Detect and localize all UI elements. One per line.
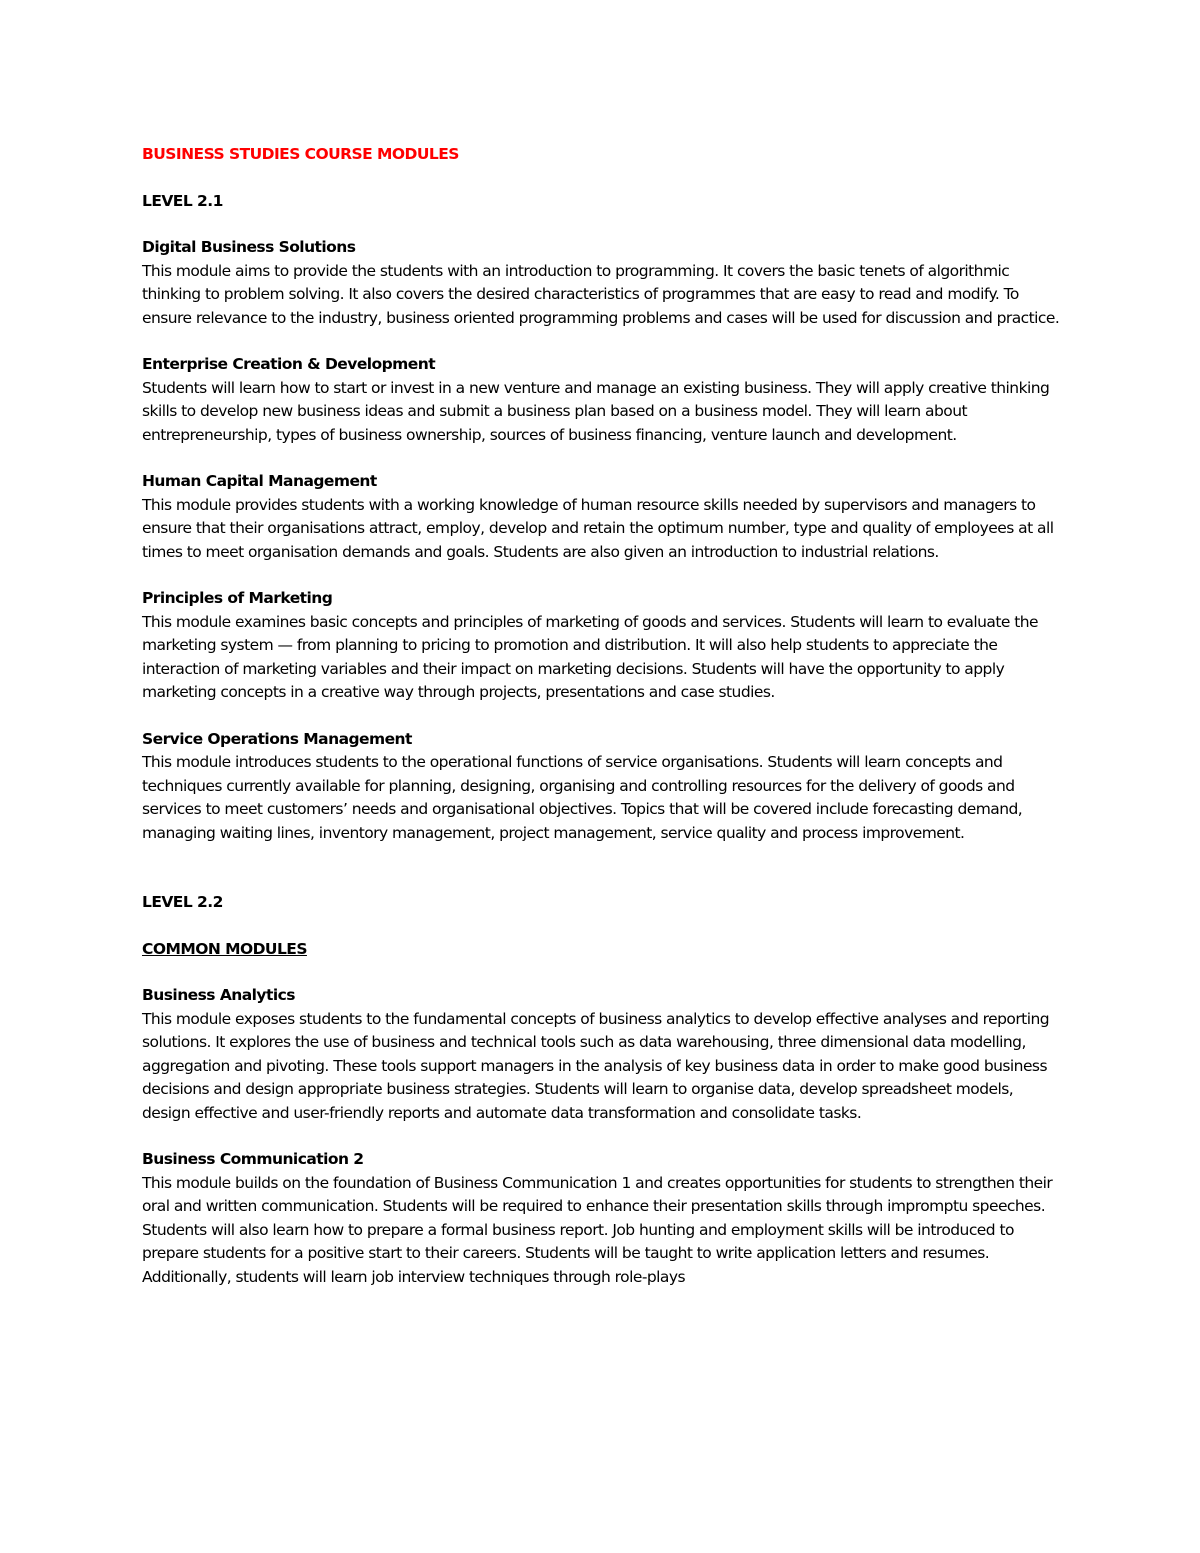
module-business-analytics <box>142 984 1062 1125</box>
common-modules-heading: COMMON MODULES <box>142 939 307 958</box>
module-title: Digital Business Solutions <box>142 238 356 256</box>
module-description: This module introduces students to the operational functions of service organisations. Students will learn concepts and techniques currently available for planning, designing, organising and controlling resources for the delivery of goods and services to meet customers’ needs and organisational objectives. Topics that will be covered include forecasting demand, managing waiting lines, inventory management, project management, service quality and process improvement. <box>142 753 1023 842</box>
module-description: This module exposes students to the fundamental concepts of business analytics to develop effective analyses and reporting solutions. It explores the use of business and technical tools such as data warehousing, three dimensional data modelling, aggregation and pivoting. These tools support managers in the analysis of key business data in order to make good business decisions and design appropriate business strategies. Students will learn to organise data, develop spreadsheet models, design effective and user-friendly reports and automate data transformation and consolidate tasks. <box>142 1009 1050 1122</box>
section-spacer <box>142 868 1062 891</box>
module-title: Principles of Marketing <box>142 589 333 607</box>
module-business-communication-2 <box>142 1148 1062 1289</box>
module-description: This module aims to provide the students with an introduction to programming. It covers the basic tenets of algorithmic thinking to problem solving. It also covers the desired characteristics of programmes that are easy to read and modify. To ensure relevance to the industry, business oriented programming problems and cases will be used for discussion and practice. <box>142 261 1060 327</box>
module-enterprise-creation <box>142 353 1062 447</box>
level-2-2-heading: LEVEL 2.2 <box>142 893 223 911</box>
module-digital-business-solutions <box>142 236 1062 330</box>
module-title: Enterprise Creation & Development <box>142 355 436 373</box>
module-principles-of-marketing <box>142 587 1062 705</box>
module-title: Business Communication 2 <box>142 1150 364 1168</box>
module-title: Service Operations Management <box>142 729 412 748</box>
module-service-operations-management <box>142 728 1062 846</box>
module-description: This module builds on the foundation of Business Communication 1 and creates opportunities for students to strengthen their oral and written communication. Students will be required to enhance their presentation skills through impromptu speeches. Students will also learn how to prepare a formal business report. Job hunting and employment skills will be introduced to prepare students for a positive start to their careers. Students will be taught to write application letters and resumes. Additionally, students will learn job interview techniques through role-plays <box>142 1173 1053 1286</box>
module-human-capital-management <box>142 470 1062 564</box>
module-description: This module provides students with a working knowledge of human resource skills needed by supervisors and managers to ensure that their organisations attract, employ, develop and retain the optimum number, type and quality of employees at all times to meet organisation demands and goals. Students are also given an introduction to industrial relations. <box>142 495 1054 561</box>
document-page <box>142 143 1062 1312</box>
level-2-1-heading: LEVEL 2.1 <box>142 191 223 210</box>
document-title: BUSINESS STUDIES COURSE MODULES <box>142 145 459 163</box>
module-title: Human Capital Management <box>142 472 377 490</box>
module-title: Business Analytics <box>142 986 295 1004</box>
module-description: This module examines basic concepts and principles of marketing of goods and services. Students will learn to evaluate the marketing system — from planning to pricing to promotion and distribution. It will also help students to appreciate the interaction of marketing variables and their impact on marketing decisions. Students will have the opportunity to apply marketing concepts in a creative way through projects, presentations and case studies. <box>142 612 1038 701</box>
module-description: Students will learn how to start or invest in a new venture and manage an existing business. They will apply creative thinking skills to develop new business ideas and submit a business plan based on a business model. They will learn about entrepreneurship, types of business ownership, sources of business financing, venture launch and development. <box>142 378 1050 444</box>
